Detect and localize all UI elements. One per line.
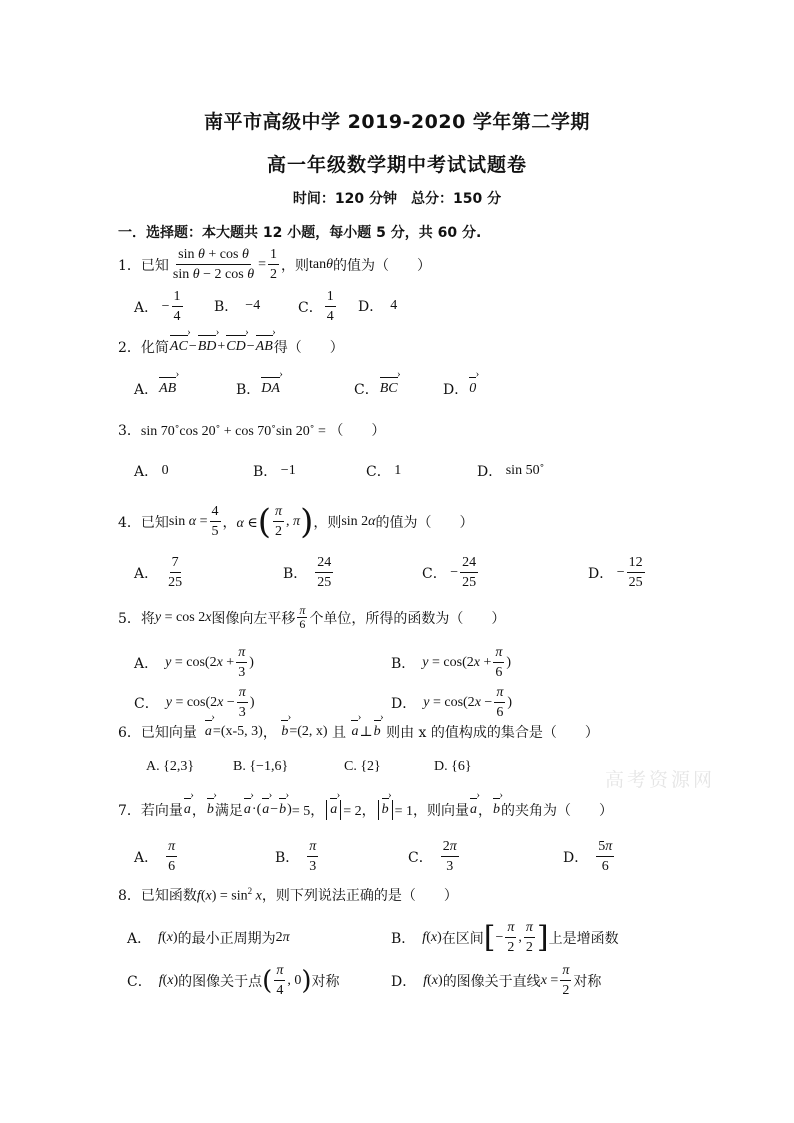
q2-option-d[interactable]: D． 0 ›: [443, 379, 477, 399]
q4-option-a[interactable]: A． $\frac{7}{25}$: [134, 555, 183, 590]
q5-option-d[interactable]: D． y = cos(2x − $\frac{\pi}{6}$ ): [391, 685, 512, 720]
q3-option-a[interactable]: A． 0: [134, 463, 169, 480]
q1-option-c[interactable]: C． $\frac{1}{4}$: [298, 289, 334, 324]
question-8: 8． 已知函数 $f(x) = \sin^2 x$ ，则下列说法正确的是（ ）: [118, 885, 458, 904]
page-subtitle: 高一年级数学期中考试试题卷: [266, 154, 527, 176]
q8-option-c[interactable]: C． f(x) 的图像关于点 ( $\frac{\pi}{4}$ , 0 ) 对称: [127, 963, 340, 998]
q4-option-c[interactable]: C． − $\frac{24}{25}$: [422, 555, 477, 590]
question-1: 1． 已知 $\frac{\text{sin θ + cos θ}}{\text{sin θ − 2 cos θ}}$ = $\frac{1}{2}$ ，则 tanθ 的值为（ ）: [118, 247, 432, 282]
q8-option-a[interactable]: A． f(x) 的最小正周期为 2π: [127, 930, 290, 947]
q8-option-b[interactable]: B． f(x) 在区间 [ − $\frac{\pi}{2}$ , $\frac{\pi}{2}$ ] 上是增函数: [391, 919, 619, 955]
q5-option-c[interactable]: C． y = cos(2x − $\frac{\pi}{3}$ ): [134, 685, 255, 720]
q3-option-d[interactable]: D． sin 50˚: [477, 463, 545, 480]
q6-option-a[interactable]: A. {2,3}: [146, 759, 195, 774]
q5-option-a[interactable]: A． y = cos(2x + $\frac{\pi}{3}$ ): [134, 645, 254, 680]
question-4: 4． 已知 sin α = $\frac{4}{5}$ ，α ∈ ( $\frac{\pi}{2}$ , π ) ，则 sin 2α 的值为（ ）: [118, 501, 474, 542]
q3-option-b[interactable]: B． −1: [253, 463, 296, 480]
q6-option-d[interactable]: D. {6}: [434, 759, 472, 774]
q2-option-c[interactable]: C． BC ›: [354, 379, 399, 399]
q3-option-c[interactable]: C． 1: [366, 463, 402, 480]
q1-option-a[interactable]: A． − $\frac{1}{4}$: [134, 289, 181, 324]
q7-option-a[interactable]: A． $\frac{\pi}{6}$: [134, 839, 176, 874]
q7-option-d[interactable]: D． $\frac{5\pi}{6}$: [563, 839, 613, 874]
question-2: 2． 化简 AC › − BD › + CD › − AB › 得（ ）: [118, 337, 344, 357]
page-title: 南平市高级中学 2019-2020 学年第二学期: [204, 111, 590, 133]
q6-option-b[interactable]: B. {−1,6}: [233, 759, 289, 774]
q4-option-d[interactable]: D． − $\frac{12}{25}$: [588, 555, 643, 590]
q8-option-d[interactable]: D． f(x) 的图像关于直线 x = $\frac{\pi}{2}$ 对称: [391, 963, 602, 998]
question-7: 7． 若向量 a › ， b › 满足 a › ·( a › − b › ) = 5， a › = 2， b › = 1，则向量 a › ， b › 的夹角为（ ）: [118, 800, 613, 820]
question-6: 6． 已知向量 a › =(x-5, 3) ， b › =(2, x) 且 a › ⊥ b › 则由 x 的值构成的集合是（ ）: [118, 722, 599, 742]
q7-option-b[interactable]: B． $\frac{\pi}{3}$: [275, 839, 317, 874]
q1-option-d[interactable]: D． 4: [358, 298, 398, 315]
section-heading: 一．选择题：本大题共 12 小题，每小题 5 分，共 60 分.: [118, 225, 482, 241]
q1-option-b[interactable]: B． −4: [214, 298, 261, 315]
watermark: 高考资源网: [605, 769, 716, 791]
q7-option-c[interactable]: C． $\frac{2\pi}{3}$: [408, 839, 457, 874]
q2-option-b[interactable]: B． DA ›: [236, 379, 281, 399]
q5-option-b[interactable]: B． y = cos(2x + $\frac{\pi}{6}$ ): [391, 645, 512, 680]
question-3: 3． sin 70˚cos 20˚ + cos 70˚sin 20˚ = （ ）: [118, 423, 386, 439]
q2-option-a[interactable]: A． AB ›: [134, 379, 177, 399]
q4-option-b[interactable]: B． $\frac{24}{25}$: [283, 555, 332, 590]
exam-info: 时间：120 分钟 总分：150 分: [292, 191, 502, 207]
q6-option-c[interactable]: C. {2}: [344, 759, 381, 774]
question-5: 5． 将 y = cos 2x 图像向左平移 $\frac{\pi}{6}$ 个单位，所得的函数为（ ）: [118, 603, 506, 631]
